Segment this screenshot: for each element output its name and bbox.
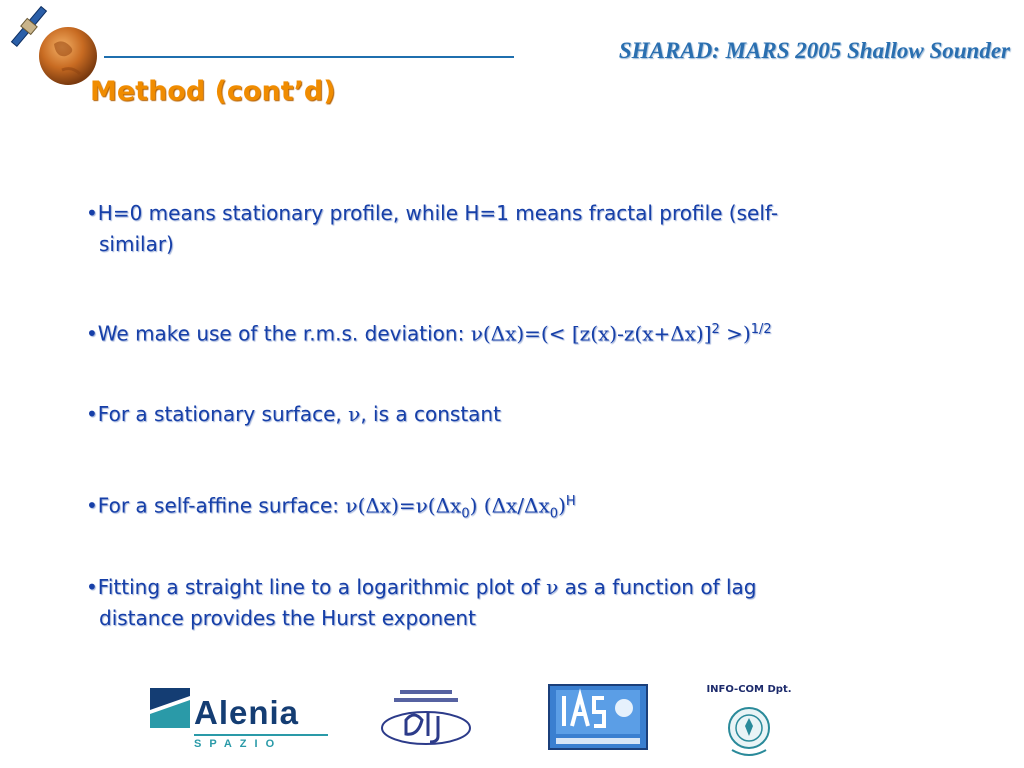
info-com-label: INFO-COM Dpt. bbox=[706, 684, 792, 695]
bullet-rms-deviation bbox=[86, 314, 886, 350]
alenia-underline bbox=[194, 734, 328, 736]
formula-part: ) bbox=[558, 493, 566, 518]
planetology-department-logo bbox=[548, 684, 648, 750]
formula-part: ν(Δx)=(< [z(x)-z(x+Δx)] bbox=[470, 321, 712, 346]
formula-superscript: H bbox=[565, 494, 576, 509]
formula-part: ) (Δx/Δx bbox=[469, 493, 550, 518]
bullet-hurst-fit bbox=[86, 572, 886, 634]
header-title: SHARAD: MARS 2005 Shallow Sounder bbox=[618, 38, 1010, 63]
formula-superscript: 2 bbox=[711, 322, 720, 337]
bullet-text: •For a stationary surface, bbox=[86, 402, 349, 426]
university-logo bbox=[378, 686, 476, 752]
footer-logos bbox=[0, 680, 1024, 768]
bullet-text: , is a constant bbox=[360, 402, 501, 426]
nu-symbol: ν bbox=[546, 575, 559, 599]
formula-part: >) bbox=[719, 321, 751, 346]
mars-satellite-logo bbox=[4, 0, 104, 90]
bullet-self-affine-surface bbox=[86, 486, 886, 530]
bullet-line bbox=[86, 572, 886, 603]
alenia-spazio-logo bbox=[150, 684, 330, 754]
formula-subscript: 0 bbox=[461, 506, 470, 522]
alenia-subtitle: SPAZIO bbox=[194, 738, 283, 750]
bullet-text: •Fitting a straight line to a logarithmic plot of bbox=[86, 575, 547, 599]
alenia-wordmark: Alenia bbox=[194, 694, 300, 731]
bullet-line: •H=0 means stationary profile, while H=1 means fractal profile (self- bbox=[86, 201, 779, 225]
bullet-line: similar) bbox=[99, 232, 174, 256]
bullet-hurst-meaning bbox=[86, 198, 886, 260]
bullet-text: •For a self-affine surface: bbox=[86, 493, 346, 518]
formula-subscript: 0 bbox=[549, 506, 559, 522]
bullet-stationary-surface bbox=[86, 399, 886, 430]
bullet-text: •We make use of the r.m.s. deviation: bbox=[86, 321, 471, 346]
bullet-line: distance provides the Hurst exponent bbox=[99, 606, 476, 630]
alenia-mark-icon bbox=[150, 688, 190, 728]
nu-symbol: ν bbox=[348, 402, 361, 426]
info-com-logo bbox=[694, 684, 804, 760]
header-divider bbox=[104, 56, 514, 58]
formula-part: ν(Δx)=ν(Δx bbox=[345, 493, 462, 518]
university-seal-icon bbox=[724, 704, 774, 758]
formula-superscript: 1/2 bbox=[750, 322, 772, 337]
bullet-text: as a function of lag bbox=[558, 575, 757, 599]
slide-title: Method (cont’d) bbox=[90, 76, 336, 107]
